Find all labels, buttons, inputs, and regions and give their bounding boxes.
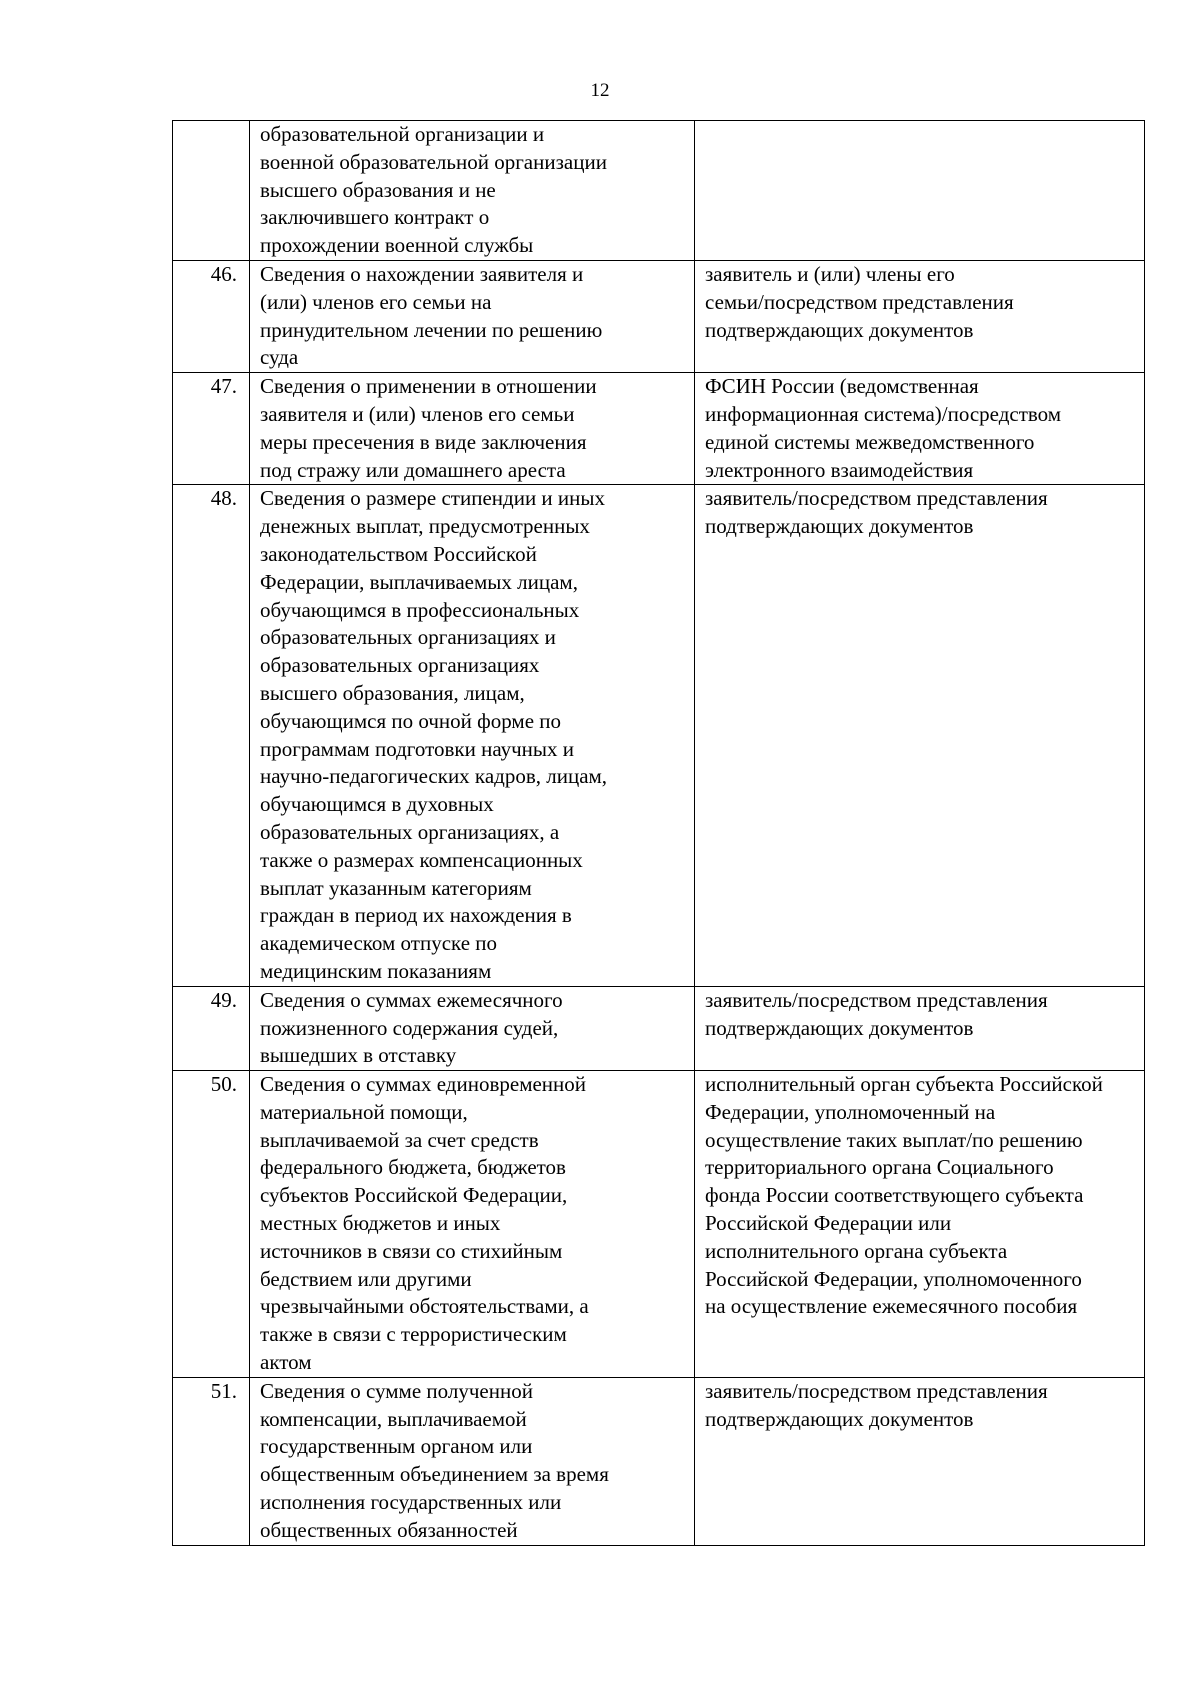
table-row	[173, 1377, 1145, 1545]
table-row	[173, 260, 1145, 372]
source-cell: заявитель/посредством представления подтверждающих документов	[695, 986, 1145, 1070]
page-number: 12	[590, 80, 610, 101]
row-number	[173, 121, 250, 261]
info-cell: Сведения о применении в отношении заявителя и (или) членов его семьи меры пресечения в виде заключения под стражу или домашнего ареста	[250, 373, 695, 485]
row-number: 47.	[173, 373, 250, 485]
row-number: 50.	[173, 1071, 250, 1378]
table-row	[173, 373, 1145, 485]
table-row	[173, 485, 1145, 986]
row-number: 49.	[173, 986, 250, 1070]
info-cell: Сведения о нахождении заявителя и (или) членов его семьи на принудительном лечении по решению суда	[250, 260, 695, 372]
source-cell: исполнительный орган субъекта Российской Федерации, уполномоченный на осуществление таких выплат/по решению территориального органа Социального фонда России соответствующего субъекта Российской Федерации или исполнительного органа субъекта Российской Федерации, уполномоченного на осуществление ежемесячного пособия	[695, 1071, 1145, 1378]
info-cell: Сведения о суммах единовременной материальной помощи, выплачиваемой за счет средств федерального бюджета, бюджетов субъектов Российской Федерации, местных бюджетов и иных источников в связи со стихийным бедствием или другими чрезвычайными обстоятельствами, а также в связи с террористическим актом	[250, 1071, 695, 1378]
row-number: 48.	[173, 485, 250, 986]
source-cell: заявитель/посредством представления подтверждающих документов	[695, 1377, 1145, 1545]
source-cell: ФСИН России (ведомственная информационная система)/посредством единой системы межведомственного электронного взаимодействия	[695, 373, 1145, 485]
table-row	[173, 1071, 1145, 1378]
table-row	[173, 121, 1145, 261]
info-cell: образовательной организации и военной образовательной организации высшего образования и не заключившего контракт о прохождении военной службы	[250, 121, 695, 261]
source-cell: заявитель и (или) члены его семьи/посредством представления подтверждающих документов	[695, 260, 1145, 372]
row-number: 46.	[173, 260, 250, 372]
row-number: 51.	[173, 1377, 250, 1545]
info-cell: Сведения о суммах ежемесячного пожизненного содержания судей, вышедших в отставку	[250, 986, 695, 1070]
table-row	[173, 986, 1145, 1070]
info-cell: Сведения о размере стипендии и иных денежных выплат, предусмотренных законодательством Российской Федерации, выплачиваемых лицам, обучающимся в профессиональных образовательных организациях и образовательных организациях высшего образования, лицам, обучающимся по очной форме по программам подготовки научных и научно-педагогических кадров, лицам, обучающимся в духовных образовательных организациях, а также о размерах компенсационных выплат указанным категориям граждан в период их нахождения в академическом отпуске по медицинским показаниям	[250, 485, 695, 986]
documents-table	[172, 120, 1145, 1546]
info-cell: Сведения о сумме полученной компенсации, выплачиваемой государственным органом или общественным объединением за время исполнения государственных или общественных обязанностей	[250, 1377, 695, 1545]
source-cell: заявитель/посредством представления подтверждающих документов	[695, 485, 1145, 986]
source-cell	[695, 121, 1145, 261]
